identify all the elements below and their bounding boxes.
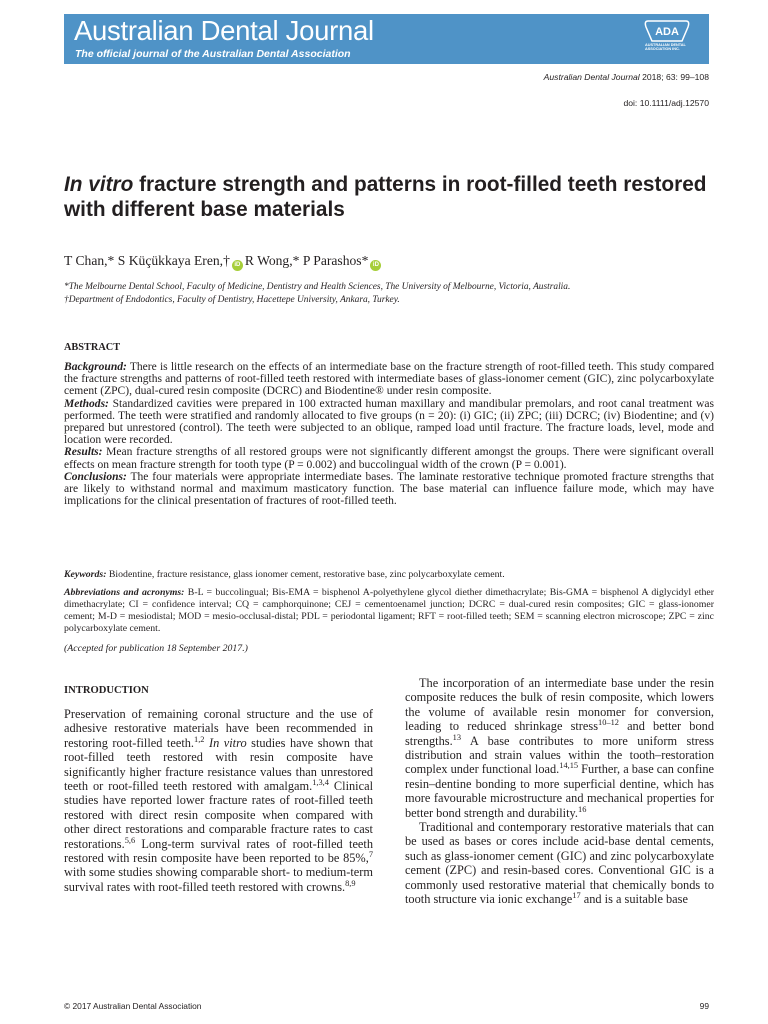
methods-label: Methods: — [64, 397, 109, 410]
affiliation-2: †Department of Endodontics, Faculty of Dentistry, Hacettepe University, Ankara, Turkey. — [64, 294, 400, 305]
orcid-icon[interactable]: iD — [370, 260, 381, 271]
ada-logo-icon — [644, 19, 690, 43]
title-italic: In vitro — [64, 173, 134, 196]
citation-journal: Australian Dental Journal — [543, 72, 640, 82]
abbreviations: Abbreviations and acronyms: B-L = buccolingual; Bis-EMA = bisphenol A-polyethylene glycol diether dimethacrylate; Bis-GMA = bisphenol A diglycidyl ether dimethacrylate; CI = confidence interval; CQ = camphorquinone; CEJ = cementoenamel junction; DCRC = dual-cured resin composites; GIC = glass-ionomer cement; M-D = mesiodistal; MOD = mesio-occlusal-distal; PDL = periodontal ligament; RFT = root-filled teeth; SEM = scanning electron microscope; ZPC = zinc polycarboxylate cement. — [64, 587, 714, 634]
journal-title: Australian Dental Journal — [74, 15, 374, 46]
abstract-results: Results: Mean fracture strengths of all restored groups were not significantly different amongst the groups. There were significant overall effects on mean fracture strength for tooth type (P = 0.002) and buccolingual width of the crown (P = 0.001). — [64, 446, 714, 471]
article-title — [64, 172, 714, 222]
authors-part-2: R Wong,* P Parashos* — [244, 253, 369, 268]
ada-logo-text: ADA — [655, 26, 679, 38]
intro-paragraph-1: Preservation of remaining coronal structure and the use of adhesive restorative materials have been recommended in restoring root-filled teeth.$^{1,2}$ In vitro studies have shown that root-filled teeth restored with resin composite have significantly higher fracture resistance values than unrestored teeth or root-filled teeth restored with amalgam.$^{1,3,4}$ Clinical studies have reported lower fracture rates of root-filled teeth restored with direct resin composite when compared with other direct restorations and comparable fracture rates to cast restorations.$^{5,6}$ Long-term survival rates of root-filled teeth restored with resin composite have been reported to be 85%,$^7$ with some studies showing comparable short- to medium-term survival rates with root-filled teeth restored with crowns.$^{8,9}$ — [64, 707, 373, 894]
column-left — [64, 707, 373, 894]
abstract-background: Background: There is little research on the effects of an intermediate base on the fracture strength of root-filled teeth. This study compared the fracture strengths and patterns of root-filled teeth restored with intermediate bases of glass-ionomer cement (GIC), zinc polycarboxylate cement (ZPC), dual-cured resin composite (DCRC) and Biodentine® under resin composite. — [64, 361, 714, 398]
page-number: 99 — [699, 1001, 709, 1011]
journal-banner — [64, 14, 709, 64]
author-list — [64, 253, 383, 271]
affiliations — [64, 281, 714, 306]
accepted-date: (Accepted for publication 18 September 2017.) — [64, 643, 248, 654]
journal-subtitle: The official journal of the Australian Dental Association — [75, 48, 351, 60]
background-label: Background: — [64, 361, 127, 373]
citation — [544, 72, 709, 82]
intro-paragraph-2: The incorporation of an intermediate base under the resin composite reduces the bulk of resin composite, which lowers the volume of available resin monomer for conversion, leading to reduced shrinkage stress$^{10-12}$ and better bond strengths.$^{13}$ A base contributes to more uniform stress distribution and strain values within the tooth–restoration complex under functional load.$^{14,15}$ Further, a base can confine resin–dentine bonding to more superficial dentine, which has more favourable microstructure and mechanical properties for better bond strength and durability.$^{16}$ — [405, 676, 715, 820]
abstract-heading: ABSTRACT — [64, 342, 121, 353]
keywords-label: Keywords: — [64, 569, 107, 580]
authors-part-1: T Chan,* S Küçükkaya Eren,† — [64, 253, 230, 268]
ada-logo — [632, 19, 708, 61]
copyright: © 2017 Australian Dental Association — [64, 1001, 202, 1011]
abbreviations-label: Abbreviations and acronyms: — [64, 587, 185, 598]
ada-logo-subtitle: AUSTRALIAN DENTAL ASSOCIATION INC. — [645, 43, 686, 52]
abstract-body — [64, 361, 714, 507]
doi[interactable]: doi: 10.1111/adj.12570 — [623, 98, 709, 108]
affiliation-1: *The Melbourne Dental School, Faculty of Medicine, Dentistry and Health Sciences, The University of Melbourne, Victoria, Australia. — [64, 282, 571, 292]
abstract-conclusions: Conclusions: The four materials were appropriate intermediate bases. The laminate restorative technique promoted fracture strengths that are likely to withstand normal and maximum masticatory function. The base material can influence failure mode, which may have implications for the clinical presentation of fractures of root-filled teeth. — [64, 470, 714, 508]
conclusions-label: Conclusions: — [64, 470, 127, 483]
intro-paragraph-3: Traditional and contemporary restorative materials that can be used as bases or cores include acid-base dental cements, such as glass-ionomer cement (GIC) and zinc polycarboxylate cement (ZPC) and resin-based cores. Conventional GIC is a commonly used restorative material that chemically bonds to tooth structure via ionic exchange$^{17}$ and is a suitable base — [405, 820, 714, 907]
title-rest: fracture strength and patterns in root-filled teeth restored with different base materials — [64, 173, 707, 221]
keywords: Keywords: Biodentine, fracture resistance, glass ionomer cement, restorative base, zinc polycarboxylate cement. — [64, 569, 505, 580]
introduction-heading: INTRODUCTION — [64, 685, 149, 696]
abstract-methods: Methods: Standardized cavities were prepared in 100 extracted human maxillary and mandibular premolars, and root canal treatment was performed. The teeth were stratified and randomly allocated to five groups (n = 20): (i) GIC; (ii) ZPC; (iii) DCRC; (iv) Biodentine; and (v) prepared but unrestored (control). The teeth were subjected to an oblique, ramped load until fracture. The fracture loads, level, mode and location were recorded. — [64, 397, 714, 447]
citation-volume: 2018; 63: 99–108 — [639, 72, 709, 82]
orcid-icon[interactable]: iD — [232, 260, 243, 271]
results-label: Results: — [64, 446, 103, 459]
column-right — [405, 676, 714, 907]
